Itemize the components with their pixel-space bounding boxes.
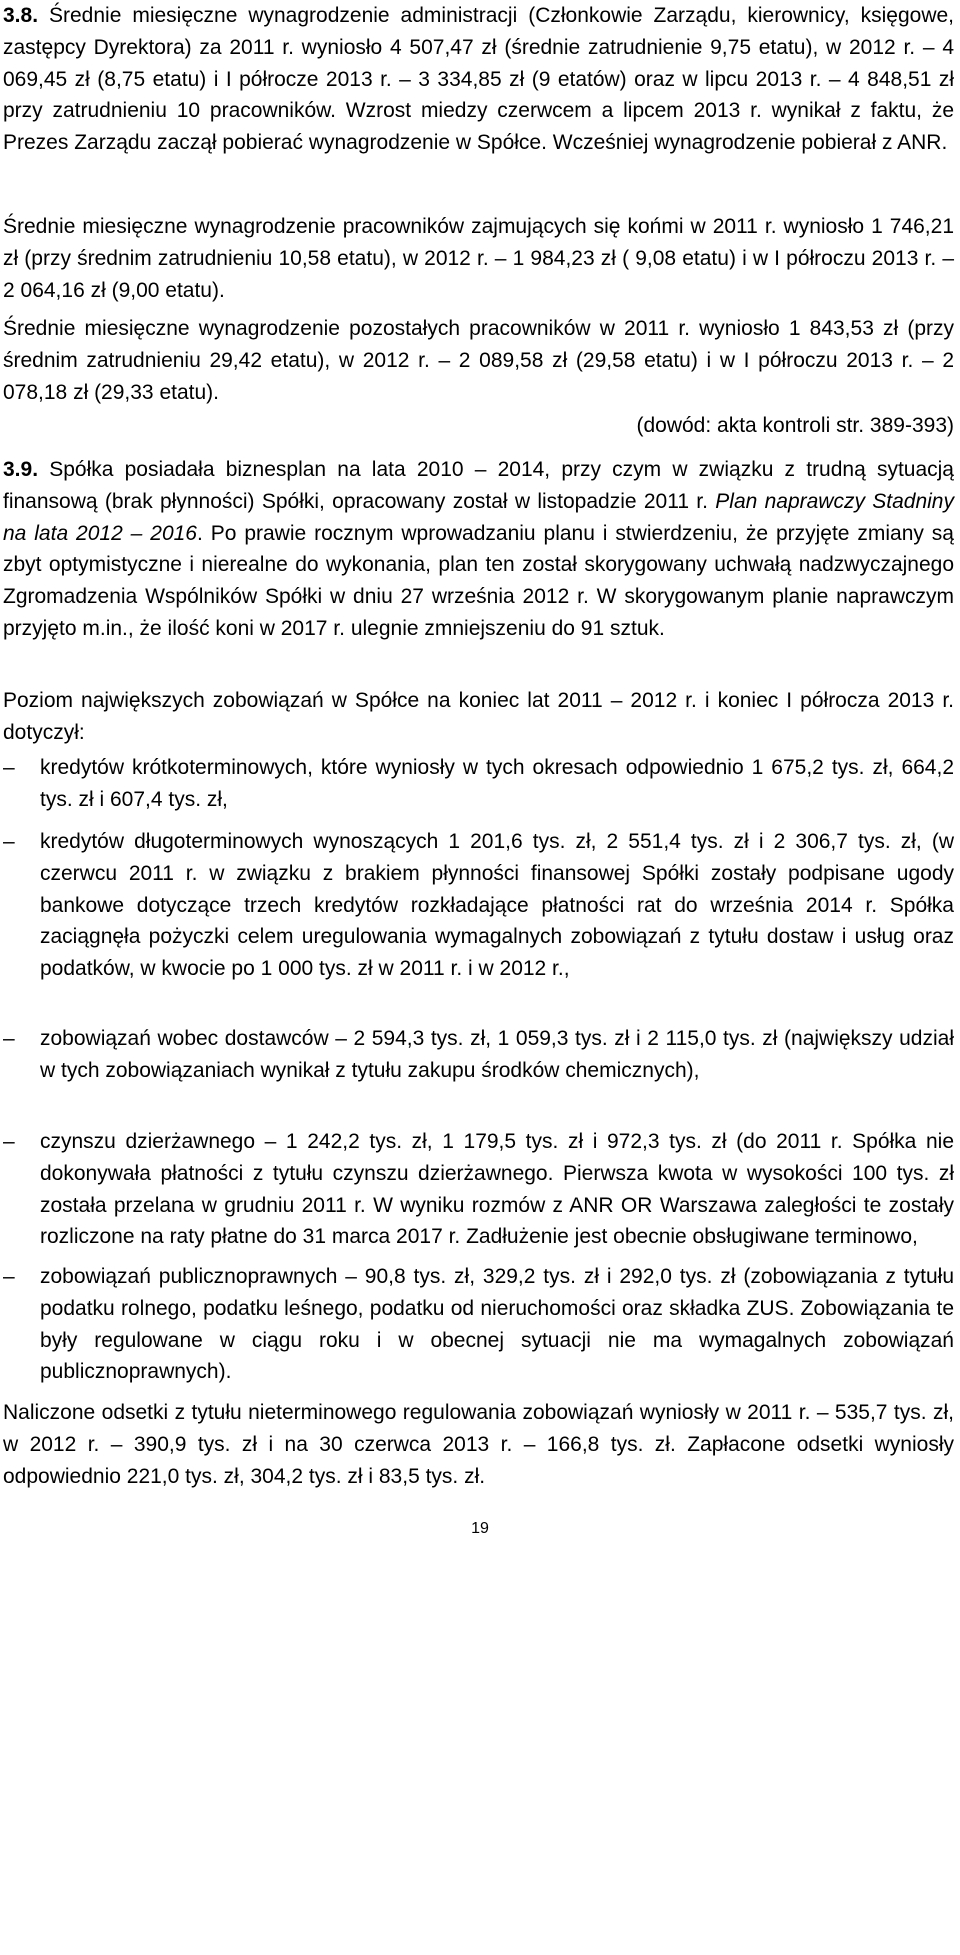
list-item bbox=[3, 826, 954, 985]
list-item bbox=[3, 1126, 954, 1253]
section-3-8-paragraph bbox=[3, 0, 954, 159]
list-dash: – bbox=[3, 830, 15, 853]
list-dash: – bbox=[3, 1027, 15, 1050]
section-3-9-text-after: . Po prawie rocznym wprowadzaniu planu i stwierdzeniu, że przyjęte zmiany są zbyt optymistyczne i nierealne do wykonania, plan ten został skorygowany uchwałą nadzwyczajnego Zgromadzenia Wspólników Spółki w dniu 27 września 2012 r. W skorygowanym planie naprawczym przyjęto m.in., że ilość koni w 2017 r. ulegnie zmniejszeniu do 91 sztuk. bbox=[3, 521, 954, 640]
section-3-8-text: Średnie miesięczne wynagrodzenie administracji (Członkowie Zarządu, kierownicy, księgowe, zastępcy Dyrektora) za 2011 r. wyniosło 4 507,47 zł (średnie zatrudnienie 9,75 etatu), w 2012 r. – 4 069,45 zł (8,75 etatu) i I półrocze 2013 r. – 3 334,85 zł (9 etatów) oraz w lipcu 2013 r. – 4 848,51 zł przy zatrudnieniu 10 pracowników. Wzrost miedzy czerwcem a lipcem 2013 r. wynikał z faktu, że Prezes Zarządu zaczął pobierać wynagrodzenie w Spółce. Wcześniej wynagrodzenie pobierał z ANR. bbox=[3, 4, 954, 155]
section-3-9-text-before: Spółka posiadała biznesplan na lata 2010 – 2014, przy czym w związku z trudną sytuacją finansową (brak płynności) Spółki, opracowany został w listopadzie 2011 r. bbox=[3, 458, 954, 513]
list-item-text: zobowiązań wobec dostawców – 2 594,3 tys. zł, 1 059,3 tys. zł i 2 115,0 tys. zł (największy udział w tych zobowiązaniach wynikał z tytułu zakupu środków chemicznych), bbox=[40, 1027, 954, 1082]
list-item-text: kredytów krótkoterminowych, które wyniosły w tych okresach odpowiednio 1 675,2 tys. zł, 664,2 tys. zł i 607,4 tys. zł, bbox=[40, 756, 954, 811]
other-staff-salary-paragraph: Średnie miesięczne wynagrodzenie pozostałych pracowników w 2011 r. wyniosło 1 843,53 zł (przy średnim zatrudnieniu 29,42 etatu), w 2012 r. – 2 089,58 zł (29,58 etatu) i w I półroczu 2013 r. – 2 078,18 zł (29,33 etatu). bbox=[3, 317, 954, 404]
liabilities-intro-paragraph: Poziom największych zobowiązań w Spółce na koniec lat 2011 – 2012 r. i koniec I półrocza 2013 r. dotyczył: bbox=[3, 689, 954, 744]
horse-staff-salary-paragraph: Średnie miesięczne wynagrodzenie pracowników zajmujących się końmi w 2011 r. wyniosło 1 746,21 zł (przy średnim zatrudnieniu 10,58 etatu), w 2012 r. – 1 984,23 zł ( 9,08 etatu) i w I półroczu 2013 r. – 2 064,16 zł (9,00 etatu). bbox=[3, 215, 954, 302]
list-item-text: czynszu dzierżawnego – 1 242,2 tys. zł, 1 179,5 tys. zł i 972,3 tys. zł (do 2011 r. Spółka nie dokonywała płatności z tytułu czynszu dzierżawnego. Pierwsza kwota w wysokości 100 tys. zł została przelana w grudniu 2011 r. W wyniku rozmów z ANR OR Warszawa zaległości te zostały rozliczone na raty płatne do 31 marca 2017 r. Zadłużenie jest obecnie obsługiwane terminowo, bbox=[40, 1130, 954, 1249]
list-item-text: kredytów długoterminowych wynoszących 1 201,6 tys. zł, 2 551,4 tys. zł i 2 306,7 tys. zł, (w czerwcu 2011 r. w związku z brakiem płynności finansowej Spółki zostały podpisane ugody bankowe dotyczące trzech kredytów rozkładające płatności rat do września 2014 r. Spółka zaciągnęła pożyczki celem uregulowania wymagalnych zobowiązań z tytułu dostaw i usług oraz podatków, w kwocie po 1 000 tys. zł w 2011 r. i w 2012 r., bbox=[40, 830, 954, 981]
list-dash: – bbox=[3, 756, 15, 779]
section-3-9-paragraph bbox=[3, 454, 954, 645]
section-number: 3.9. bbox=[3, 458, 39, 481]
list-item-text: zobowiązań publicznoprawnych – 90,8 tys. zł, 329,2 tys. zł i 292,0 tys. zł (zobowiązania z tytułu podatku rolnego, podatku leśnego, podatku od nieruchomości oraz składka ZUS. Zobowiązania te były regulowane w ciągu roku i w obecnej sytuacji nie ma wymagalnych zobowiązań publicznoprawnych). bbox=[40, 1265, 954, 1384]
list-dash: – bbox=[3, 1130, 15, 1153]
page-number: 19 bbox=[471, 1520, 489, 1537]
source-note: (dowód: akta kontroli str. 389-393) bbox=[636, 414, 954, 437]
list-dash: – bbox=[3, 1265, 15, 1288]
interest-paragraph: Naliczone odsetki z tytułu nieterminowego regulowania zobowiązań wyniosły w 2011 r. – 535,7 tys. zł, w 2012 r. – 390,9 tys. zł i na 30 czerwca 2013 r. – 166,8 tys. zł. Zapłacone odsetki wyniosły odpowiednio 221,0 tys. zł, 304,2 tys. zł i 83,5 tys. zł. bbox=[3, 1401, 954, 1488]
list-item bbox=[3, 1261, 954, 1388]
list-item bbox=[3, 752, 954, 816]
section-number: 3.8. bbox=[3, 4, 39, 27]
list-item bbox=[3, 1023, 954, 1087]
plan-title: Plan naprawczy Stadniny na lata 2012 – 2016 bbox=[3, 489, 954, 545]
